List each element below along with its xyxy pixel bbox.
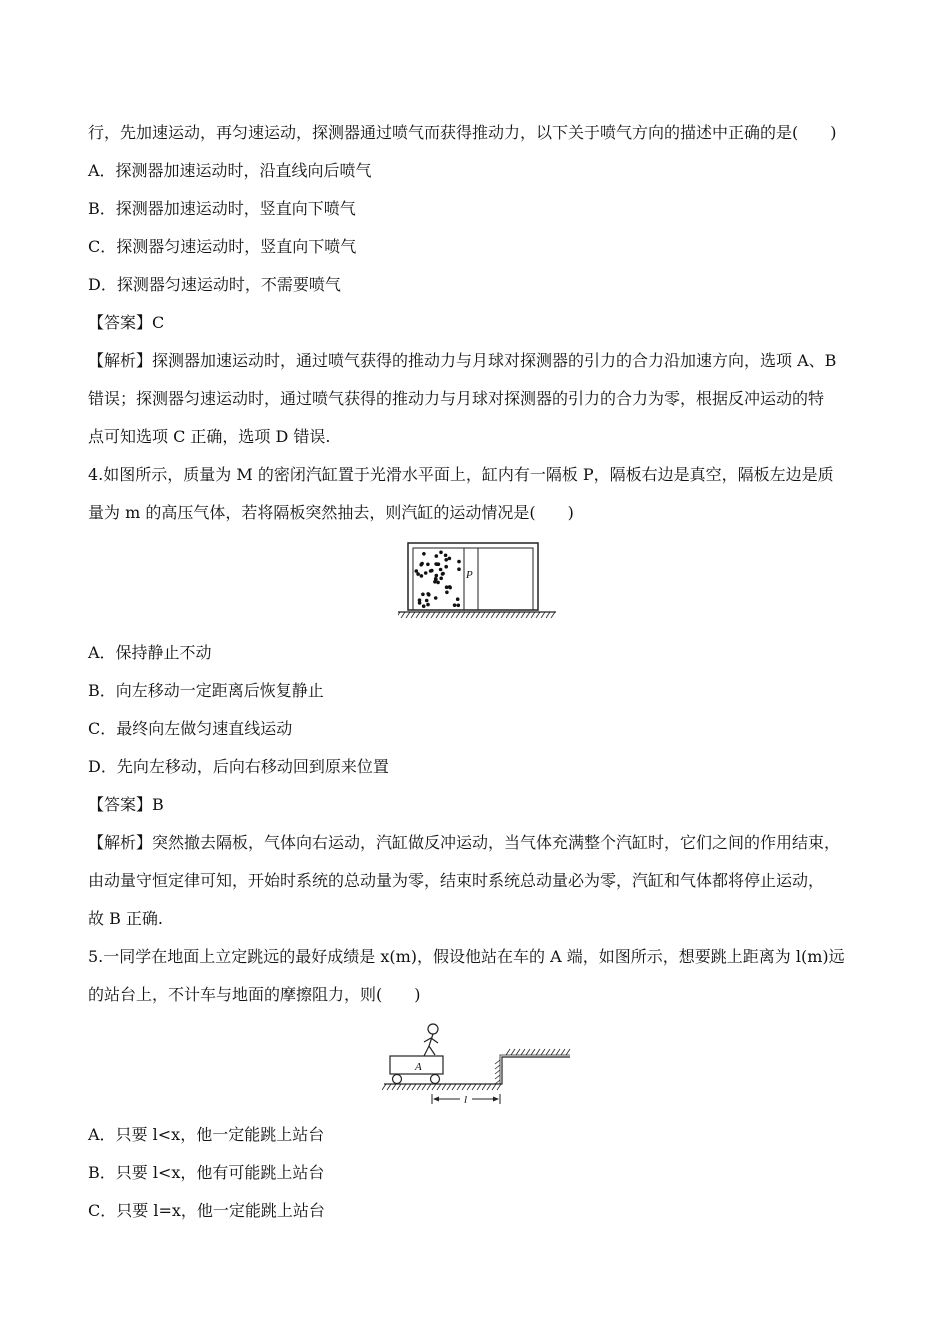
q4-analysis-line-2: 由动量守恒定律可知，开始时系统的总动量为零，结束时系统总动量必为零，汽缸和气体都将停止运动， bbox=[88, 871, 825, 890]
gas-particle bbox=[429, 569, 433, 573]
q3-option-b: B．探测器加速运动时，竖直向下喷气 bbox=[88, 199, 356, 218]
q3-analysis-line-3: 点可知选项 C 正确，选项 D 错误. bbox=[88, 427, 331, 446]
ground-hatch bbox=[382, 1084, 501, 1090]
gas-particle bbox=[418, 601, 422, 605]
platform-hatch bbox=[495, 1049, 570, 1084]
cart-platform-figure bbox=[382, 1018, 574, 1110]
gas-particle bbox=[457, 567, 461, 571]
q5-stem-line-2: 的站台上，不计车与地面的摩擦阻力，则( ) bbox=[88, 985, 421, 1004]
gas-particle bbox=[426, 603, 430, 607]
gas-particle bbox=[457, 560, 461, 564]
gas-particle bbox=[434, 577, 438, 581]
q3-option-a: A．探测器加速运动时，沿直线向后喷气 bbox=[88, 161, 372, 180]
q3-stem-tail: 行，先加速运动，再匀速运动，探测器通过喷气而获得推动力，以下关于喷气方向的描述中正确的是( ) bbox=[88, 123, 837, 142]
gas-particle bbox=[420, 574, 424, 578]
gas-particles bbox=[415, 551, 461, 609]
partition-label: P bbox=[466, 569, 473, 581]
gas-particle bbox=[435, 554, 439, 558]
gas-particle bbox=[416, 572, 420, 576]
cylinder-figure bbox=[398, 538, 558, 622]
gas-particle bbox=[415, 569, 419, 573]
q4-answer: 【答案】B bbox=[88, 795, 164, 814]
gas-particle bbox=[444, 558, 448, 562]
gas-particle bbox=[435, 562, 439, 566]
gas-particle bbox=[439, 568, 443, 572]
q3-analysis-line-1: 【解析】探测器加速运动时，通过喷气获得的推动力与月球对探测器的引力的合力沿加速方向，选项 A、B bbox=[88, 351, 837, 370]
gas-particle bbox=[421, 593, 425, 597]
q4-option-b: B．向左移动一定距离后恢复静止 bbox=[88, 681, 324, 700]
q4-stem-line-2: 量为 m 的高压气体，若将隔板突然抽去，则汽缸的运动情况是( ) bbox=[88, 503, 574, 522]
q5-stem-line-1: 5.一同学在地面上立定跳远的最好成绩是 x(m)，假设他站在车的 A 端，如图所示，想要跳上距离为 l(m)远 bbox=[88, 947, 845, 966]
gas-particle bbox=[420, 562, 424, 566]
ground-and-platform-outline bbox=[384, 1057, 570, 1084]
q3-answer: 【答案】C bbox=[88, 313, 165, 332]
distance-label: l bbox=[464, 1094, 468, 1106]
q3-option-d: D．探测器匀速运动时，不需要喷气 bbox=[88, 275, 341, 294]
gas-particle bbox=[439, 551, 443, 555]
gas-particle bbox=[457, 604, 461, 608]
person-figure bbox=[424, 1024, 438, 1056]
cart-label: A bbox=[415, 1061, 422, 1073]
gas-particle bbox=[445, 591, 449, 595]
q5-option-b: B．只要 l<x，他有可能跳上站台 bbox=[88, 1163, 325, 1182]
gas-particle bbox=[436, 581, 440, 585]
gas-particle bbox=[422, 604, 426, 608]
gas-particle bbox=[439, 577, 443, 581]
q3-analysis-line-2: 错误；探测器匀速运动时，通过喷气获得的推动力与月球对探测器的引力的合力为零，根据反冲运动的特 bbox=[88, 389, 825, 408]
q5-option-c: C．只要 l=x，他一定能跳上站台 bbox=[88, 1201, 325, 1220]
gas-particle bbox=[422, 552, 426, 556]
q5-option-a: A．只要 l<x，他一定能跳上站台 bbox=[88, 1125, 325, 1144]
gas-particle bbox=[425, 599, 429, 603]
gas-particle bbox=[426, 592, 430, 596]
gas-particle bbox=[448, 585, 452, 589]
gas-particle bbox=[444, 565, 448, 569]
q4-stem-line-1: 4.如图所示，质量为 M 的密闭汽缸置于光滑水平面上，缸内有一隔板 P，隔板右边是真空，隔板左边是质 bbox=[88, 465, 834, 484]
q3-option-c: C．探测器匀速运动时，竖直向下喷气 bbox=[88, 237, 357, 256]
cylinder-inner-wall bbox=[413, 548, 533, 610]
gas-particle bbox=[424, 571, 428, 575]
gas-particle bbox=[456, 597, 460, 601]
q4-option-a: A．保持静止不动 bbox=[88, 643, 212, 662]
gas-particle bbox=[444, 554, 448, 558]
cart-wheel-left bbox=[393, 1075, 402, 1084]
gas-particle bbox=[453, 603, 457, 607]
ground-hatch bbox=[398, 612, 555, 618]
gas-particle bbox=[435, 574, 439, 578]
cart-wheel-right bbox=[431, 1075, 440, 1084]
gas-particle bbox=[426, 563, 430, 567]
q4-option-c: C．最终向左做匀速直线运动 bbox=[88, 719, 293, 738]
gas-particle bbox=[448, 557, 452, 561]
q4-analysis-line-1: 【解析】突然撤去隔板，气体向右运动，汽缸做反冲运动，当气体充满整个汽缸时，它们之间的作用结束， bbox=[88, 833, 841, 852]
q4-analysis-line-3: 故 B 正确. bbox=[88, 909, 164, 928]
gas-particle bbox=[434, 596, 438, 600]
gas-particle bbox=[441, 572, 445, 576]
q4-option-d: D．先向左移动，后向右移动回到原来位置 bbox=[88, 757, 389, 776]
